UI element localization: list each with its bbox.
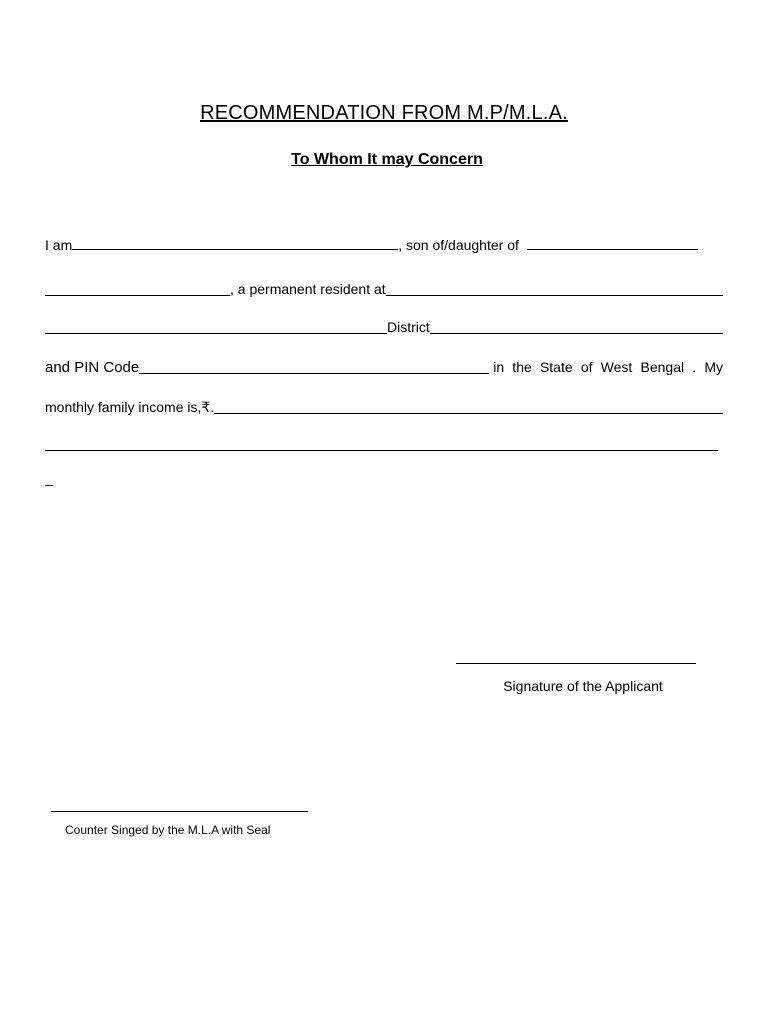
pin-code-blank: [139, 359, 489, 374]
body-line-4: [45, 359, 723, 376]
document-subtitle: To Whom It may Concern: [291, 151, 483, 168]
district-blank: [430, 319, 723, 334]
body-line-7: [45, 470, 723, 486]
body-line-1: [45, 235, 723, 253]
income-blank: [214, 399, 723, 414]
counter-signature-label: Counter Singed by the M.L.A with Seal: [65, 823, 271, 837]
state-text: in the State of West Bengal . My: [493, 359, 723, 375]
body-line-5: [45, 399, 723, 416]
pin-code-label: and PIN Code: [45, 359, 140, 376]
applicant-signature-line: [456, 663, 696, 664]
district-label: District: [387, 319, 430, 335]
resident-label: , a permanent resident at: [230, 281, 386, 297]
income-blank-continued: [45, 436, 718, 451]
applicant-signature-label: Signature of the Applicant: [503, 678, 663, 694]
income-label: monthly family income is,₹.: [45, 399, 215, 415]
address-blank-continued: [45, 319, 387, 334]
parent-label: , son of/daughter of: [398, 237, 519, 253]
document-title: RECOMMENDATION FROM M.P/M.L.A.: [200, 102, 568, 124]
counter-signature-line: [51, 811, 308, 812]
parent-name-blank: [527, 235, 698, 250]
body-line-6: [45, 436, 723, 454]
parent-name-blank-continued: [45, 281, 230, 296]
address-blank: [386, 281, 723, 296]
body-line-2: [45, 281, 723, 297]
name-blank: [72, 235, 398, 250]
name-label: I am: [45, 237, 73, 253]
trailing-underscore: _: [45, 470, 53, 486]
body-line-3: [45, 319, 723, 335]
